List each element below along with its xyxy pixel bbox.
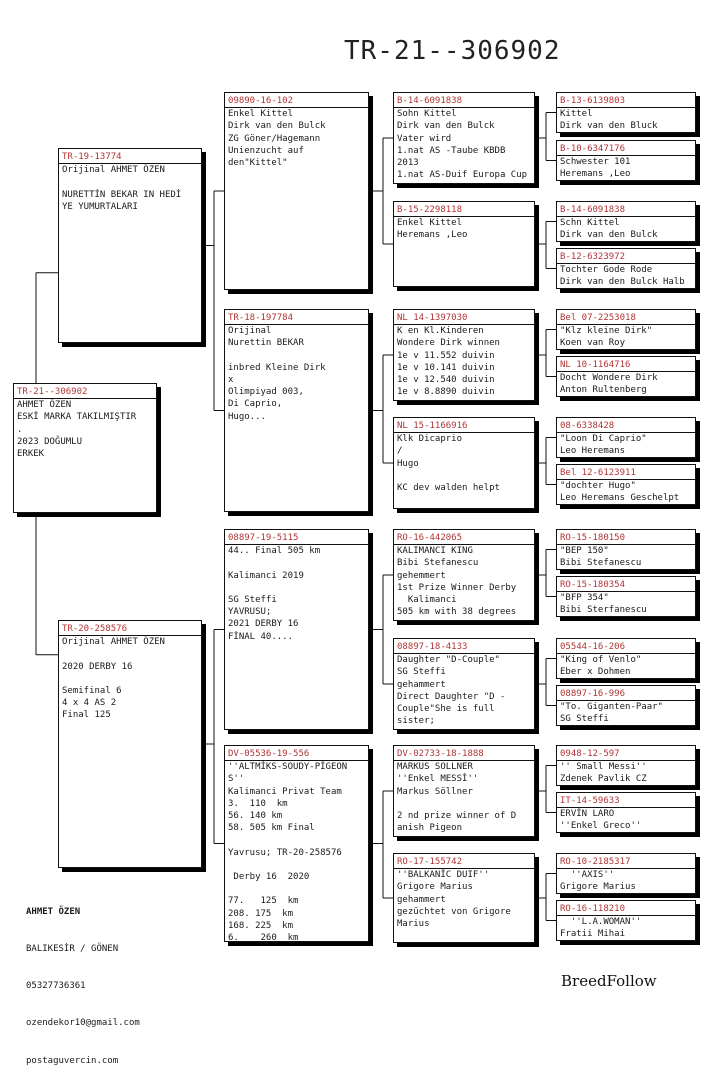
pigeon-info-line: Vater wird	[397, 133, 452, 144]
pigeon-info-line	[228, 834, 365, 846]
pigeon-box-gen5	[556, 464, 696, 505]
pigeon-info-line: gezüchtet von Grigore	[397, 906, 511, 917]
pigeon-info-line	[228, 557, 365, 569]
pigeon-info-line: SG Steffi	[397, 667, 446, 678]
pigeon-box-gen5	[556, 417, 696, 458]
pigeon-box-gen5	[556, 309, 696, 350]
pigeon-info-line: Sohn Kittel	[397, 109, 457, 120]
pigeon-info-line: 2023 DOĞUMLU	[17, 436, 83, 447]
pigeon-box-gen4	[393, 309, 535, 401]
pigeon-box-gen3	[224, 745, 369, 942]
pigeon-info-line: ''Enkel MESSİ''	[397, 774, 479, 785]
pigeon-info-line: 77. 125 km	[228, 896, 299, 907]
pigeon-info-line: Couple"She is full	[397, 704, 495, 715]
pigeon-info-line: Hugo	[397, 458, 419, 469]
pigeon-info-line: ''L.A.WOMAN''	[560, 917, 642, 928]
pigeon-info-line: Docht Wondere Dirk	[560, 373, 658, 384]
pigeon-info-line	[62, 176, 198, 188]
pigeon-info-line: den"Kittel"	[228, 158, 288, 169]
pigeon-info-line: 2013	[397, 158, 419, 169]
pigeon-info-line: FİNAL 40....	[228, 631, 294, 642]
pigeon-info-line: Dirk van den Bulck Halb	[560, 277, 685, 288]
pigeon-info-line: YAVRUSU;	[228, 607, 272, 618]
pigeon-info-line: Schwester 101	[560, 157, 631, 168]
pigeon-box-gen5	[556, 140, 696, 181]
pigeon-info-line: 1.nat AS -Taube KBDB	[397, 145, 506, 156]
pigeon-info-line	[62, 648, 198, 660]
pigeon-info-line: Anton Rultenberg	[560, 385, 647, 396]
pigeon-info-line: 1e v 10.141 duivin	[397, 362, 495, 373]
pigeon-box-gen5	[556, 529, 696, 570]
pigeon-info-line: Di Caprio,	[228, 399, 283, 410]
ring-number: TR-19-13774	[62, 151, 198, 164]
pigeon-box-gen5	[556, 576, 696, 617]
pigeon-info-line: x	[228, 375, 234, 386]
pigeon-info-line: Direct Daughter "D -	[397, 691, 506, 702]
ring-number: TR-20-258576	[62, 623, 198, 636]
ring-number: RO-17-155742	[397, 856, 531, 869]
pigeon-info-line: Enkel Kittel	[397, 218, 463, 229]
ring-number: B-14-6091838	[397, 95, 531, 108]
pigeon-info-line: 3. 110 km	[228, 798, 288, 809]
ring-number: B-14-6091838	[560, 204, 692, 217]
pigeon-info-line: gehammert	[397, 894, 446, 905]
pigeon-info-line: 2021 DERBY 16	[228, 619, 299, 630]
pigeon-info-line: Semifinal 6	[62, 686, 122, 697]
pigeon-info-line: NURETTİN BEKAR IN HEDİ	[62, 189, 182, 200]
pigeon-info-line: Eber x Dohmen	[560, 667, 631, 678]
pigeon-info-line: 1st Prize Winner Derby	[397, 582, 517, 593]
pigeon-info-line: "To. Giganten-Paar"	[560, 702, 663, 713]
pigeon-box-gen4	[393, 638, 535, 730]
ring-number: NL 15-1166916	[397, 420, 531, 433]
ring-number: 08897-16-996	[560, 688, 692, 701]
pigeon-info-line: S''	[228, 774, 245, 785]
pigeon-info-line: Kalimanci Privat Team	[228, 786, 342, 797]
pigeon-info-line: 2 nd prize winner of D	[397, 811, 517, 822]
ring-number: RO-16-442065	[397, 532, 531, 545]
pigeon-box-gen4	[393, 745, 535, 837]
pigeon-info-line: gehemmert	[397, 570, 446, 581]
ring-number: DV-05536-19-556	[228, 748, 365, 761]
pigeon-info-line: .	[17, 424, 23, 435]
pigeon-info-line: Daughter "D-Couple"	[397, 655, 500, 666]
pigeon-info-line: YE YUMURTALARI	[62, 201, 138, 212]
pigeon-info-line: Bibi Stefanescu	[397, 558, 479, 569]
pigeon-info-line: Tochter Gode Rode	[560, 265, 653, 276]
ring-number: 08897-19-5115	[228, 532, 365, 545]
pigeon-info-line: Leo Heremans Geschelpt	[560, 493, 680, 504]
pigeon-box-gen3	[224, 92, 369, 290]
pigeon-info-line	[228, 350, 365, 362]
pigeon-info-line: MARKUS SOLLNER	[397, 762, 473, 773]
brand-logo-text: BreedFollow	[561, 972, 657, 990]
pigeon-info-line: Grigore Marius	[397, 882, 473, 893]
pigeon-box-gen5	[556, 638, 696, 679]
pigeon-info-line: /	[397, 446, 403, 457]
owner-email: ozendekor10@gmail.com	[26, 1018, 140, 1029]
pigeon-info-line: '' Small Messi''	[560, 762, 647, 773]
owner-name: AHMET ÖZEN	[26, 906, 81, 917]
pigeon-box-gen5	[556, 853, 696, 894]
pigeon-info-line: "BFP 354"	[560, 593, 609, 604]
ring-number: 08897-18-4133	[397, 641, 531, 654]
ring-number: NL 10-1164716	[560, 359, 692, 372]
pigeon-info-line: Grigore Marius	[560, 882, 636, 893]
pigeon-info-line: Dirk van den Bluck	[560, 121, 658, 132]
pigeon-info-line: Final 125	[62, 710, 111, 721]
pigeon-info-line: 168. 225 km	[228, 920, 294, 931]
ring-number: 08-6338428	[560, 420, 692, 433]
ring-number: 0948-12-597	[560, 748, 692, 761]
owner-website: postaguvercin.com	[26, 1055, 119, 1066]
ring-number: RO-15-180354	[560, 579, 692, 592]
pigeon-box-gen5	[556, 900, 696, 941]
pigeon-box-gen3	[224, 529, 369, 730]
pigeon-box-gen4	[393, 529, 535, 621]
pigeon-info-line: Dirk van den Bulck	[228, 121, 326, 132]
pigeon-info-line	[397, 470, 531, 482]
pigeon-info-line: ESKİ MARKA TAKILMIŞTIR	[17, 412, 137, 423]
pigeon-info-line: Hugo...	[228, 411, 266, 422]
pigeon-info-line: Koen van Roy	[560, 338, 626, 349]
pigeon-info-line: Yavrusu; TR-20-258576	[228, 847, 342, 858]
pigeon-info-line: Orijinal AHMET ÖZEN	[62, 165, 165, 176]
pigeon-info-line: Kalimanci 2019	[228, 570, 304, 581]
pigeon-box-gen5	[556, 792, 696, 833]
pigeon-box-gen5	[556, 685, 696, 726]
pigeon-info-line: gehammert	[397, 679, 446, 690]
pigeon-info-line: SG Steffi	[228, 595, 277, 606]
pigeon-box-gen5	[556, 92, 696, 133]
pigeon-info-line: 1e v 11.552 duivin	[397, 350, 495, 361]
pigeon-info-line: 6. 260 km	[228, 933, 299, 942]
ring-number: B-12-6323972	[560, 251, 692, 264]
ring-number: B-15-2298118	[397, 204, 531, 217]
ring-number: B-10-6347176	[560, 143, 692, 156]
ring-number: TR-18-197784	[228, 312, 365, 325]
ring-number: 05544-16-206	[560, 641, 692, 654]
pigeon-info-line: inbred Kleine Dirk	[228, 362, 326, 373]
pigeon-box-gen4	[393, 417, 535, 509]
pigeon-info-line: 208. 175 km	[228, 908, 294, 919]
pigeon-box-dam	[58, 620, 202, 868]
pigeon-info-line: Heremans ,Leo	[397, 230, 468, 241]
pigeon-box-gen4	[393, 201, 535, 287]
pigeon-info-line: ''AXIS''	[560, 870, 615, 881]
pigeon-info-line: Enkel Kittel	[228, 109, 294, 120]
ring-number: Bel 07-2253018	[560, 312, 692, 325]
pigeon-info-line: Unienzucht auf	[228, 145, 304, 156]
pigeon-box-gen5	[556, 745, 696, 786]
pigeon-box-gen5	[556, 356, 696, 397]
pigeon-info-line	[228, 859, 365, 871]
pigeon-info-line: 56. 140 km	[228, 811, 283, 822]
pigeon-info-line: Wondere Dirk winnen	[397, 338, 500, 349]
pigeon-info-line: ''BALKANİC DUIF''	[397, 870, 490, 881]
pigeon-info-line: K en Kl.Kinderen	[397, 326, 484, 337]
pigeon-info-line: ERVİN LARO	[560, 809, 615, 820]
pigeon-info-line: 2020 DERBY 16	[62, 661, 133, 672]
ring-number: DV-02733-18-1888	[397, 748, 531, 761]
ring-number: B-13-6139803	[560, 95, 692, 108]
pigeon-info-line: sister;	[397, 716, 435, 727]
ring-number: RO-16-118210	[560, 903, 692, 916]
pigeon-info-line: "BEP 150"	[560, 546, 609, 557]
pigeon-info-line: anish Pigeon	[397, 823, 463, 834]
pigeon-box-gen4	[393, 853, 535, 943]
owner-location: BALIKESİR / GÖNEN	[26, 944, 119, 955]
pigeon-info-line: 1e v 12.540 duivin	[397, 375, 495, 386]
pigeon-info-line: Nurettin BEKAR	[228, 338, 304, 349]
pigeon-info-line: ZG Göner/Hagemann	[228, 133, 321, 144]
pigeon-info-line: "dochter Hugo"	[560, 481, 636, 492]
pigeon-info-line: Marius	[397, 919, 430, 930]
pigeon-info-line	[62, 673, 198, 685]
pigeon-info-line: KALIMANCI KING	[397, 546, 473, 557]
pigeon-info-line: Schn Kittel	[560, 218, 620, 229]
ring-number: RO-15-180150	[560, 532, 692, 545]
ring-number: 09890-16-102	[228, 95, 365, 108]
pigeon-info-line: ERKEK	[17, 449, 45, 460]
pigeon-info-line: Derby 16 2020	[228, 872, 310, 883]
pigeon-box-gen5	[556, 201, 696, 242]
pigeon-info-line	[228, 582, 365, 594]
pigeon-info-line: "Klz kleine Dirk"	[560, 326, 653, 337]
pigeon-box-subject	[13, 383, 157, 513]
pigeon-info-line: Orijinal AHMET ÖZEN	[62, 637, 165, 648]
owner-phone: 05327736361	[26, 981, 86, 992]
pigeon-box-sire	[58, 148, 202, 343]
pigeon-info-line: Bibi Sterfanescu	[560, 605, 647, 616]
pigeon-info-line: Heremans ,Leo	[560, 169, 631, 180]
pigeon-info-line: SG Steffi	[560, 714, 609, 725]
page-title: TR-21--306902	[344, 36, 561, 66]
pigeon-info-line	[397, 798, 531, 810]
ring-number: Bel 12-6123911	[560, 467, 692, 480]
pigeon-info-line: "King of Venlo"	[560, 655, 642, 666]
ring-number: RO-10-2185317	[560, 856, 692, 869]
pigeon-info-line: Kittel	[560, 109, 593, 120]
pigeon-info-line: ''Enkel Greco''	[560, 821, 642, 832]
pigeon-info-line: Dirk van den Bulck	[397, 121, 495, 132]
pigeon-info-line: Markus Söllner	[397, 786, 473, 797]
pigeon-info-line: 44.. Final 505 km	[228, 546, 321, 557]
pigeon-info-line: Klk Dicaprio	[397, 434, 463, 445]
pigeon-box-gen5	[556, 248, 696, 289]
pigeon-info-line: Leo Heremans	[560, 446, 626, 457]
pigeon-info-line: Orijinal	[228, 326, 272, 337]
pigeon-info-line: AHMET ÖZEN	[17, 400, 72, 411]
pigeon-info-line: KC dev walden helpt	[397, 483, 500, 494]
pigeon-info-line: Dirk van den Bulck	[560, 230, 658, 241]
pigeon-info-line: 4 x 4 AS 2	[62, 698, 117, 709]
pigeon-box-gen3	[224, 309, 369, 512]
pigeon-info-line: "Loon Di Caprio"	[560, 434, 647, 445]
pigeon-info-line: Kalimanci	[397, 595, 457, 606]
pigeon-info-line	[228, 883, 365, 895]
pigeon-info-line: 58. 505 km Final	[228, 823, 315, 834]
pigeon-info-line: ''ALTMİKS-SOUDY-PİGEON	[228, 762, 348, 773]
pigeon-info-line: Zdenek Pavlik CZ	[560, 774, 647, 785]
pigeon-info-line: 1.nat AS-Duif Europa Cup	[397, 170, 528, 181]
ring-number: TR-21--306902	[17, 386, 153, 399]
pigeon-box-gen4	[393, 92, 535, 184]
pigeon-info-line: 505 km with 38 degrees	[397, 607, 517, 618]
pigeon-info-line: Fratii Mihai	[560, 929, 626, 940]
pigeon-info-line: Olimpiyad 003,	[228, 387, 304, 398]
ring-number: IT-14-59633	[560, 795, 692, 808]
pigeon-info-line: 1e v 8.8890 duivin	[397, 387, 495, 398]
owner-info	[26, 881, 140, 1080]
pigeon-info-line: Bibi Stefanescu	[560, 558, 642, 569]
ring-number: NL 14-1397030	[397, 312, 531, 325]
